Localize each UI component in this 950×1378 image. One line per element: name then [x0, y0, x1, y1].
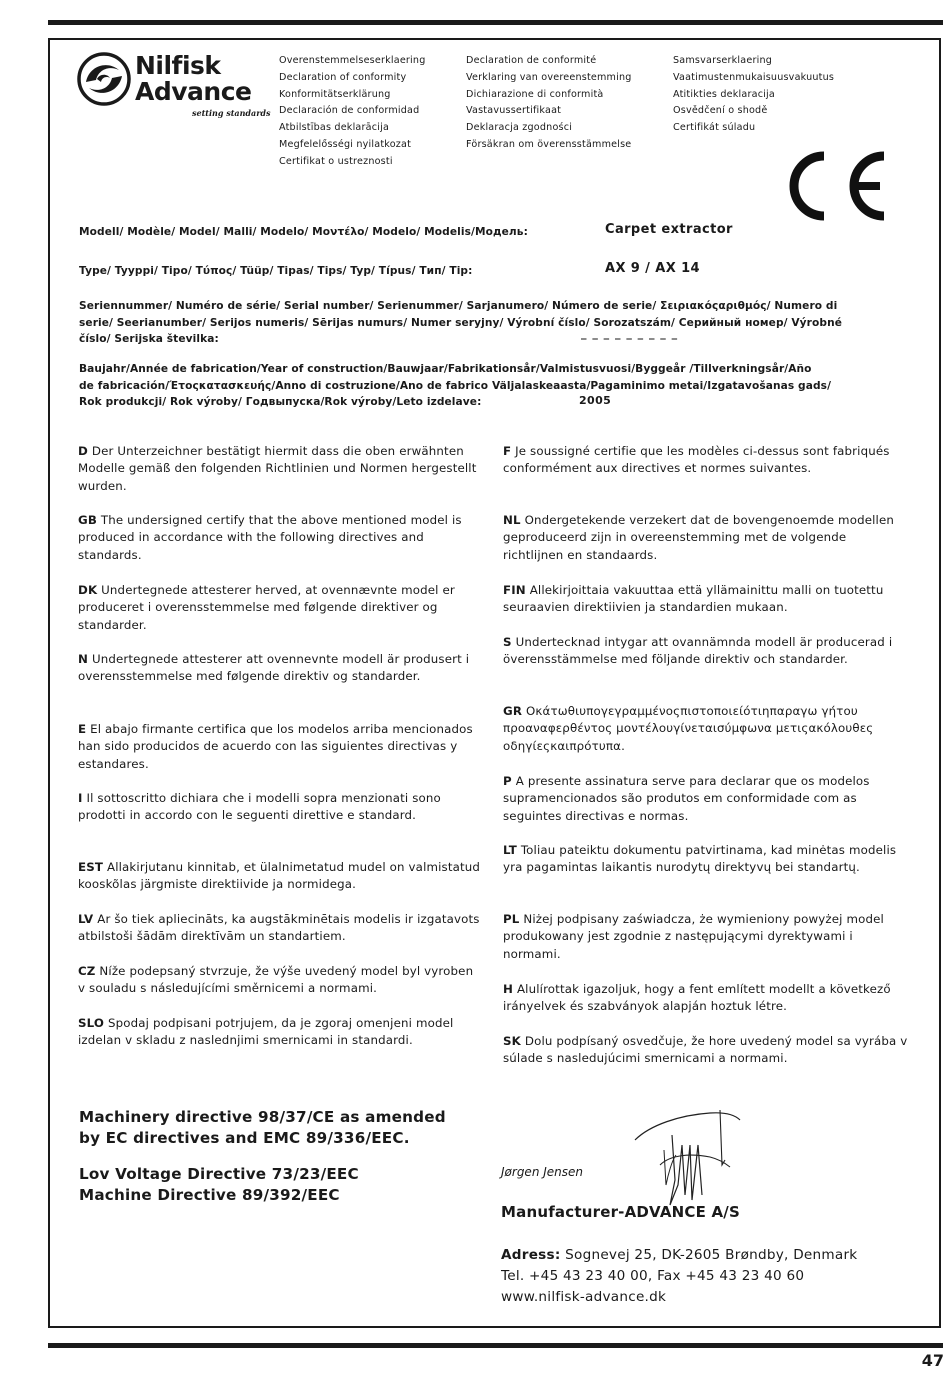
statement-i: [78, 790, 483, 825]
bottom-rule: [48, 1343, 943, 1348]
statement-f: [503, 443, 908, 478]
ce-mark-icon: [788, 150, 890, 222]
lang-code: LV: [78, 912, 94, 926]
year-label-line: Rok produkcji/ Rok výroby/ Годвыпуска/Rok výroby/Leto izdelave:: [79, 396, 482, 409]
directive-line: Lov Voltage Directive 73/23/EEC: [79, 1165, 359, 1183]
lang-code: PL: [503, 912, 520, 926]
declaration-title: Försäkran om överensstämmelse: [466, 138, 632, 150]
model-value: Carpet extractor: [605, 222, 733, 237]
statement-nl: [503, 512, 908, 564]
serial-label-line: číslo/ Serijska številka:: [79, 333, 219, 346]
brand-name-line1: Nilfisk: [135, 51, 221, 80]
lang-code: DK: [78, 583, 98, 597]
model-label: Modell/ Modèle/ Model/ Malli/ Modelo/ Μοντέλο/ Modelo/ Modelis/Модель:: [79, 226, 528, 238]
declaration-title: Declaration de conformité: [466, 55, 597, 66]
declaration-title: Osvědčení o shodě: [673, 105, 768, 117]
statement-sk: [503, 1033, 908, 1068]
lang-code: D: [78, 444, 88, 458]
statement-text: Undertecknad intygar att ovannämnda modell är producerad i överensstämmelse med följande direktiv och standarder.: [503, 635, 893, 667]
type-label: Type/ Tyyppi/ Tipo/ Tύπος/ Tüüp/ Tipas/ Tips/ Typ/ Típus/ Тип/ Tip:: [79, 265, 473, 277]
year-value: 2005: [579, 394, 612, 407]
lang-code: E: [78, 722, 87, 736]
statement-text: Ar šo tiek apliecināts, ka augstākminētais modelis ir izgatavots atbilstoši šādām direktīvām un standartiem.: [78, 912, 480, 944]
lang-code: CZ: [78, 964, 96, 978]
serial-label-line: serie/ Seerianumber/ Serijos numeris/ Sērijas numurs/ Numer seryjny/ Výrobní číslo/ Sorozatszám/ Серийный номер/ Výrobné: [79, 316, 842, 329]
declaration-title: Declaración de conformidad: [279, 105, 420, 117]
serial-label: [79, 298, 899, 348]
lang-code: I: [78, 791, 83, 805]
lang-code: F: [503, 444, 512, 458]
directive-line: Machinery directive 98/37/CE as amended: [79, 1108, 446, 1126]
declaration-title: Samsvarserklaering: [673, 55, 773, 66]
lang-code: FIN: [503, 583, 526, 597]
manufacturer: Manufacturer-ADVANCE A/S: [501, 1203, 740, 1221]
statement-text: Spodaj podpisani potrjujem, da je zgoraj omenjeni model izdelan v skladu z naslednjimi smernicami in standardi.: [78, 1016, 454, 1048]
directive-machinery: [79, 1107, 446, 1149]
lang-code: EST: [78, 860, 104, 874]
declaration-title: Verklaring van overeenstemming: [466, 71, 632, 83]
statement-text: Niżej podpisany zaświadcza, że wymieniony powyżej model produkowany jest zgodnie z następującymi dyrektywami i normami.: [503, 912, 884, 961]
statement-gr: [503, 703, 908, 755]
year-label: [79, 361, 899, 411]
statement-text: Undertegnede attesterer att ovennevnte modell är produsert i overensstemmelse med følgende direktiv og standarder.: [78, 652, 470, 684]
lang-code: H: [503, 982, 514, 996]
website: www.nilfisk-advance.dk: [501, 1289, 667, 1305]
statement-gb: [78, 512, 483, 564]
statement-text: Je soussigné certifie que les modèles ci-dessus sont fabriqués conformément aux directives et normes suivantes.: [503, 444, 890, 476]
signer-name: Jørgen Jensen: [501, 1165, 584, 1179]
address-line: [501, 1245, 857, 1266]
year-label-line: de fabricación/Έτοςκατασκευής/Anno di costruzione/Ano de fabrico Väljalaskeaasta/Pagaminimo metai/Izgatavošanas gads/: [79, 379, 832, 392]
declaration-title: Dichiarazione di conformità: [466, 88, 604, 100]
nilfisk-advance-logo: [77, 52, 272, 120]
statement-de: [78, 443, 483, 495]
declaration-title: Overenstemmelseserklaering: [279, 55, 426, 66]
statement-text: Allakirjutanu kinnitab, et ülalnimetatud mudel on valmistatud kooskõlas järgmiste direktiivide ja normidega.: [78, 860, 481, 892]
lang-code: NL: [503, 513, 521, 527]
statement-text: Toliau pateiktu dokumentu patvirtinama, kad minėtas modelis yra pagamintas laikantis nurodytų direktyvų bei standartų.: [503, 843, 897, 875]
declaration-title: Vastavussertifikaat: [466, 105, 562, 117]
statement-n: [78, 651, 483, 686]
statement-lt: [503, 842, 908, 877]
nilfisk-swirl-icon: [77, 52, 131, 106]
statement-text: Il sottoscritto dichiara che i modelli sopra menzionati sono prodotti in accordo con le seguenti direttive e standard.: [78, 791, 441, 823]
declaration-title: Konformitätserklärung: [279, 88, 391, 100]
lang-code: LT: [503, 843, 517, 857]
year-label-line: Baujahr/Année de fabrication/Year of construction/Bauwjaar/Fabrikationsår/Valmistusvuosi/Byggeår /Tillverkningsår/Año: [79, 363, 812, 375]
directive-voltage: [79, 1164, 359, 1206]
top-rule: [48, 20, 943, 25]
statement-text: Allekirjoittaia vakuuttaa että yllämainittu malli on tuotettu seuraavien direktiivien ja standardien mukaan.: [503, 583, 884, 615]
directive-line: Machine Directive 89/392/EEC: [79, 1186, 340, 1204]
statement-text: Undertegnede attesterer herved, at ovennævnte model er produceret i overensstemmelse med følgende direktiver og standarder.: [78, 583, 455, 632]
lang-code: P: [503, 774, 512, 788]
statement-text: Alulírottak igazoljuk, hogy a fent említett modellt a következő irányelvek és szabványok alapján hoztuk létre.: [503, 982, 891, 1014]
address-value: Sognevej 25, DK-2605 Brøndby, Denmark: [565, 1247, 858, 1263]
lang-code: N: [78, 652, 89, 666]
brand-tagline: setting standards: [192, 108, 271, 118]
page-number: 47: [921, 1351, 944, 1370]
declaration-title: Atitikties deklaracija: [673, 88, 775, 100]
lang-code: GR: [503, 704, 523, 718]
statement-fin: [503, 582, 908, 617]
declaration-titles-col-2: [466, 53, 632, 154]
lang-code: SK: [503, 1034, 521, 1048]
statement-dk: [78, 582, 483, 634]
statement-slo: [78, 1015, 483, 1050]
serial-value: _ _ _ _ _ _ _ _ _: [581, 327, 679, 340]
statement-text: Ondergetekende verzekert dat de bovengenoemde modellen geproduceerd zijn in overeenstemming met de volgende richtlijnen en standaards.: [503, 513, 895, 562]
statement-p: [503, 773, 908, 825]
address-label: Adress:: [501, 1247, 561, 1263]
statement-cz: [78, 963, 483, 998]
statement-e: [78, 721, 483, 773]
statement-pl: [503, 911, 908, 963]
type-value: AX 9 / AX 14: [605, 261, 700, 276]
lang-code: S: [503, 635, 512, 649]
statement-est: [78, 859, 483, 894]
lang-code: SLO: [78, 1016, 105, 1030]
declaration-title: Certifikát súladu: [673, 122, 756, 134]
statement-text: Níže podepsaný stvrzuje, že výše uvedený model byl vyroben v souladu s následujícími směrnicemi a normami.: [78, 964, 474, 996]
brand-name-line2: Advance: [135, 77, 252, 106]
declaration-title: Vaatimustenmukaisuusvakuutus: [673, 71, 835, 83]
statement-text: El abajo firmante certifica que los modelos arriba mencionados han sido producidos de acuerdo con las siguientes directivas y estandares.: [78, 722, 473, 771]
statement-text: Οκάτωθιυπογεγραμμένοςπιστοποιείότιηπαραγω γήτου προαναφερθέντος μοντέλουγίνεταισύμφωνα μετιςακόλουθες οδηγίεςκαιπρότυπα.: [503, 704, 874, 753]
statement-h: [503, 981, 908, 1016]
directive-line: by EC directives and EMC 89/336/EEC.: [79, 1129, 410, 1147]
declaration-titles-col-1: [279, 53, 426, 171]
lang-code: GB: [78, 513, 97, 527]
statement-text: Der Unterzeichner bestätigt hiermit dass die oben erwähnten Modelle gemäß den folgenden Richtlinien und Normen hergestellt wurden.: [78, 444, 477, 493]
statement-text: The undersigned certify that the above mentioned model is produced in accordance with the following directives and standards.: [78, 513, 462, 562]
statement-text: Dolu podpísaný osvedčuje, že hore uvedený model sa vyrába v súlade s nasledujúcimi smernicami a normami.: [503, 1034, 908, 1066]
handwritten-signature: [630, 1105, 750, 1215]
statement-s: [503, 634, 908, 669]
address-block: [501, 1245, 857, 1308]
declaration-title: Atbilstības deklarācija: [279, 122, 390, 134]
phone-fax: Tel. +45 43 23 40 00, Fax +45 43 23 40 60: [501, 1268, 805, 1284]
serial-label-line: Seriennummer/ Numéro de série/ Serial number/ Serienummer/ Sarjanumero/ Número de serie/ Σειριακόςαριθμός/ Numero di: [79, 300, 838, 312]
statement-lv: [78, 911, 483, 946]
statement-text: A presente assinatura serve para declarar que os modelos supramencionados são produtos em conformidade com as seguintes directivas e normas.: [503, 774, 870, 823]
declaration-title: Megfelelősségi nyilatkozat: [279, 138, 412, 150]
declaration-title: Certifikat o ustreznosti: [279, 155, 393, 167]
declaration-title: Declaration of conformity: [279, 71, 407, 83]
declaration-titles-col-3: [673, 53, 834, 137]
declaration-title: Deklaracja zgodności: [466, 122, 573, 134]
